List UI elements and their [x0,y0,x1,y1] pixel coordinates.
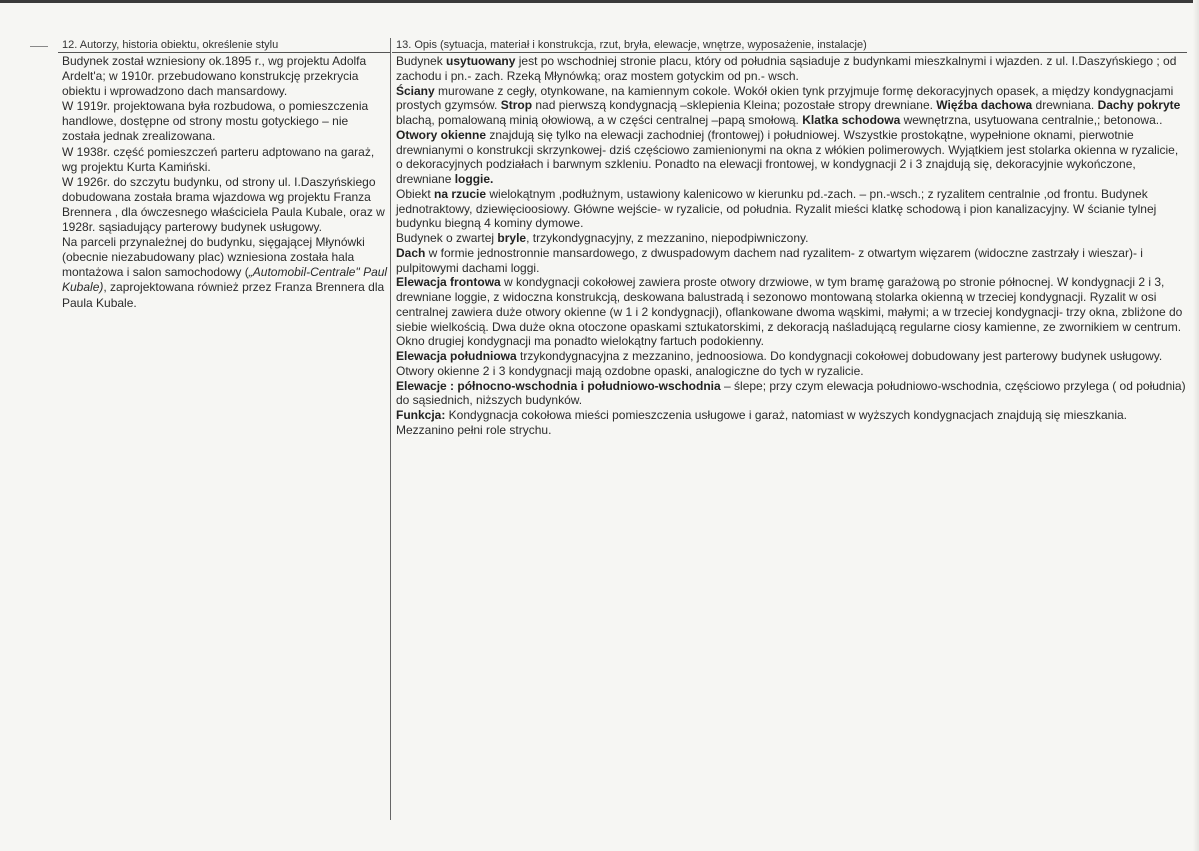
paragraph [396,187,1186,231]
paragraph [62,54,388,99]
paragraph [62,99,388,144]
text-run: Na parceli przynależnej do budynku, sięgającej Młynówki (obecnie niezabudowany plac) wzniesiona została hala montażowa i salon samochodowy ( [62,235,365,280]
text-run: znajdują się tylko na elewacji zachodniej (frontowej) i południowej. Wszystkie prostokątne, wypełnione oknami, pierwotnie drewnianymi o konstrukcji skrzynkowej- dziś częściowo zamienionymi na okna z włókien polimerowych. Wyjątkiem jest stolarka okienna w ryzalicie, o dekoracyjnych podziałach i barwnym szkleniu. Ponadto na elewacji frontowej, w kondygnacji 2 i 3 znajdują się, dekoracyjnie wykończone, drewniane [396,127,1179,186]
paragraph [396,349,1186,379]
section-12-body [62,54,388,311]
text-run: „Automobil-Centrale" Paul Kubale) [62,265,388,295]
section-12-header: 12. Autorzy, historia obiektu, określenie stylu [62,39,279,51]
bold-term: Elewacja południowa [396,349,517,363]
section-13-header: 13. Opis (sytuacja, materiał i konstrukcja, rzut, bryła, elewacje, wnętrze, wyposażenie, instalacje) [396,39,867,51]
bold-term: bryle [497,231,527,245]
paragraph [396,84,1186,128]
bold-term: loggie. [454,172,494,186]
text-run: Obiekt [396,186,435,201]
divider [58,52,390,53]
paragraph [396,275,1186,349]
text-run: , zaprojektowana również przez Franza Brennera dla Paula Kubale. [62,280,385,310]
text-run: Budynek został wzniesiony ok.1895 r., wg projektu Adolfa Ardelt'a; w 1910r. przebudowano konstrukcję przekrycia obiektu i wprowadzono dach mansardowy. [62,54,367,99]
paragraph [62,145,388,175]
paragraph [396,231,1186,246]
bold-term: na rzucie [434,186,487,201]
scan-edge-shadow [1193,0,1199,851]
text-run: Budynek [396,54,447,68]
bold-term: Strop [500,98,533,113]
text-run: W 1938r. część pomieszczeń parteru adptowano na garaż, wg projektu Kurta Kamiński. [62,144,375,174]
bold-term: Elewacje : północno-wschodnia i południowo-wschodnia [396,378,721,393]
bold-term: Ściany [396,83,435,98]
column-divider [390,38,391,820]
text-run: w kondygnacji cokołowej zawiera proste otwory drzwiowe, w tym bramę garażową po stronie północnej. W kondygnacji 2 i 3, drewniane loggie, z widoczna konstrukcją, deskowana balustradą i sezonowo montowaną stolarka okienną w trzeciej kondygnacji. Ryzalit w osi centralnej zawiera duże otwory okienne (w 1 i 2 kondygnacji), oflankowane dwoma wąskimi, małymi; a w trzeciej kondygnacji- trzy okna, zbliżone do siebie wielkością. Dwa duże okna otoczone opaskami sztukatorskimi, z dekoracją naśladującą regularne ciosy kamienne, ze zwornikiem w centrum. Okno drugiej kondygnacji ma ponadto wielokątny fartuch podokienny. [396,275,1183,349]
text-run: wewnętrzna, usytuowana centralnie,; betonowa.. [900,113,1163,127]
divider [392,52,1187,53]
text-run: wielokątnym ,podłużnym, ustawiony kalenicowo w kierunku pd.-zach. – pn.-wsch.; z ryzalitem centralnie ,od frontu. Budynek jednotraktowy, dziewięcioosiowy. Główne wejście- w ryzalicie, od południa. Ryzalit mieści klatkę schodową i pion kanalizacyjny. W ścianie tylnej budynku biegną 4 kominy dymowe. [396,186,1157,231]
text-run: W 1919r. projektowana była rozbudowa, o pomieszczenia handlowe, dostępne od strony mostu gotyckiego – nie została jednak zrealizowana. [62,99,369,144]
text-run: nad pierwszą kondygnacją –sklepienia Kleina; pozostałe stropy drewniane. [532,98,937,113]
text-run: murowane z cegły, otynkowane, na kamiennym cokole. Wokół okien tynk przyjmuje formę dekoracyjnych opasek, a między kondygnacjami prostych gzymsów. [396,83,1174,113]
paragraph [62,175,388,235]
margin-mark [30,46,48,47]
bold-term: Elewacja frontowa [396,275,501,290]
bold-term: Otwory okienne [396,127,487,142]
text-run: – ślepe; przy czym elewacja południowo-wschodnia, częściowo przylega ( od południa) do sąsiednich, niższych budynków. [396,378,1186,408]
text-run: jest po wschodniej stronie placu, który od południa sąsiaduje z budynkami mieszkalnymi i wjazden. z ul. I.Daszyńskiego ; od zachodu i pn.- zach. Rzeką Młynówką; oraz mostem gotyckim od pn.- wsch. [396,54,1177,83]
bold-term: Klatka schodowa [802,113,901,127]
bold-term: Więźba dachowa [936,98,1033,113]
text-run: W 1926r. do szczytu budynku, od strony ul. I.Daszyńskiego dobudowana została brama wjazdowa wg projektu Franza Brennera , dla ówczesnego właściciela Paula Kubale, oraz w 1928r. sąsiadujący parterowy budynek usługowy. [62,174,385,235]
paragraph [396,128,1186,187]
text-run: drewniana. [1032,98,1098,113]
bold-term: Dachy pokryte [1097,98,1181,113]
bold-term: Dach [396,245,426,260]
text-run: trzykondygnacyjna z mezzanino, jednoosiowa. Do kondygnacji cokołowej dobudowany jest parterowy budynek usługowy. Otwory okienne 2 i 3 kondygnacji mają ozdobne opaski, analogiczne do tych w ryzalicie. [396,349,1163,378]
paragraph [396,246,1186,276]
paragraph [396,408,1186,438]
bold-term: usytuowany [446,54,516,68]
text-run: w formie jednostronnie mansardowego, z dwuspadowym dachem nad ryzalitem- z otwartym więzarem (widoczne zastrzały i wieszar)- i pulpitowymi dachami loggi. [396,245,1143,275]
text-run: Budynek o zwartej [396,231,498,245]
text-run: blachą, pomalowaną minią ołowiową, a w części centralnej –papą smołową. [396,113,803,127]
scan-edge [0,0,1199,3]
text-run: Kondygnacja cokołowa mieści pomieszczenia usługowe i garaż, natomiast w wyższych kondygnacjach znajdują się mieszkania. Mezzanino pełni role strychu. [396,408,1128,437]
section-13-body [396,54,1186,438]
bold-term: Funkcja: [396,408,446,422]
paragraph [396,54,1186,84]
paragraph [396,379,1186,409]
paragraph [62,235,388,310]
text-run: , trzykondygnacyjny, z mezzanino, niepodpiwniczony. [526,231,809,245]
